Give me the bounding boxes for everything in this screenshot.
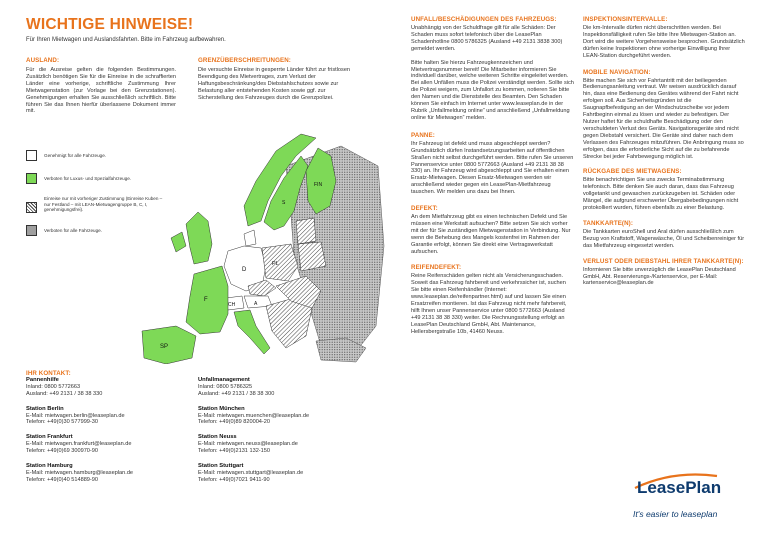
svg-text:LeasePlan: LeasePlan <box>637 478 722 496</box>
region-italy <box>234 310 270 354</box>
page-title: WICHTIGE HINWEISE! <box>26 16 194 33</box>
map-label-fin: FIN <box>314 182 323 188</box>
contact-block: Station Hamburg E-Mail: mietwagen.hamburg@leaseplan.de Telefon: +49(0)40 514889-90 <box>26 463 196 484</box>
contact-block: Unfallmanagement Inland: 0800 5786325 Ausland: +49 2131 / 38 38 300 <box>198 377 275 397</box>
map-label-a: A <box>254 301 258 307</box>
reifen-heading: REIFENDEFEKT: <box>411 264 462 272</box>
column-3 <box>411 16 575 336</box>
grenz-text: Die versuchte Einreise in gesperrte Länder führt zur fristlosen Beendigung des Mietvertrages, zum Verlust der Haftungsbeschränkung/des Diebstahlschutzes sowie zur Belastung aller entstehenden Kosten sowie ggf. zur Sicherstellung des Fahrzeuges durch die Grenzpolizei. <box>198 67 351 101</box>
navigation-text: Bitte machen Sie sich vor Fahrtantritt mit der beiliegenden Bedienungsanleitung vertraut. Wir weisen ausdrücklich darauf hin, dass eine Bedienung des Gerätes während der Fahrt nicht erfolgen soll. Aus Sicherheitsgründen ist die Saugnapfbefestigung an der Windschutzscheibe vor jedem Fahrtbeginn einmal zu lösen und wieder zu befestigen. Der Nutzer haftet für die schuldhafte Beschädigung oder den verschuldeten Verlust des Geräts. Navigationsgeräte sind nicht gegen Diebstahl versichert. Die Geräte sind daher nach dem Verlassen des Fahrzeuges mitzuführen. Die Anbringung muss so erfolgen, dass die erforderliche Sicht auf die zu befahrende Strecke bei jeder Fahrbewegung möglich ist. <box>583 77 744 160</box>
panne-text: Ihr Fahrzeug ist defekt und muss abgeschleppt werden? Grundsätzlich dürfen Instandsetzungsarbeiten auf öffentlichen Straßen nicht selbst durchgeführt werden. Bitte rufen Sie unseren Pannenservice unter 0800 5772663 (Ausland +49 2131 38 38 330) an. Ihr Fahrzeug wird abgeschleppt und Sie erhalten einen Ersatz-Mietwagen. Diesen Ersatz-Mietwagen werden wir anschließend wieder gegen ein LeasePlan-Mietfahrzeug tauschen. Wir melden uns dazu bei Ihnen. <box>411 140 574 196</box>
email-link[interactable]: E-Mail: mietwagen.berlin@leaseplan.de <box>26 412 125 419</box>
contact-block: Station München E-Mail: mietwagen.muenchen@leaseplan.de Telefon: +49(0)89 820004-20 <box>198 406 368 427</box>
region-ireland <box>171 232 186 252</box>
grenz-heading: GRENZÜBERSCHREITUNGEN: <box>198 57 291 64</box>
defekt-heading: DEFEKT: <box>411 205 438 213</box>
unfall-heading: UNFALL/BESCHÄDIGUNGEN DES FAHRZEUGS: <box>411 16 557 23</box>
grenz-section <box>198 57 360 102</box>
page-subtitle: Für Ihren Mietwagen und Auslandsfahrten. Bitte im Fahrzeug aufbewahren. <box>26 37 226 43</box>
kontakt-heading: IHR KONTAKT: <box>26 370 71 377</box>
legend-swatch-hatch <box>26 202 37 213</box>
email-link[interactable]: E-Mail: mietwagen.stuttgart@leaseplan.de <box>198 469 304 476</box>
contact-block: Station Frankfurt E-Mail: mietwagen.frankfurt@leaseplan.de Telefon: +49(0)69 300970-90 <box>26 434 196 455</box>
map-label-sp: SP <box>160 344 169 350</box>
email-link[interactable]: E-Mail: mietwagen.neuss@leaseplan.de <box>198 441 298 448</box>
region-denmark <box>244 230 256 246</box>
region-baltics <box>296 218 316 244</box>
legend-item-forbidden: Verboten für alle Fahrzeuge. <box>26 225 164 236</box>
contact-block: Station Berlin E-Mail: mietwagen.berlin@leaseplan.de Telefon: +49(0)30 577999-30 <box>26 406 196 427</box>
region-uk <box>186 212 212 264</box>
kontakt-col2 <box>198 377 368 483</box>
contact-block: Station Stuttgart E-Mail: mietwagen.stuttgart@leaseplan.de Telefon: +49(0)7021 9411-90 <box>198 463 368 484</box>
region-spain <box>142 326 196 364</box>
legend-swatch-dots <box>26 225 37 236</box>
legend-item-approval: Einreise nur mit vorheriger Zustimmung (Einreise Kuben – nur Festland – mit LEAN-Mietwagengruppe B, C, I, genehmigungsfrei). <box>26 196 164 213</box>
map-label-pl: PL <box>272 261 279 267</box>
ausland-text: Für die Ausreise gelten die folgenden Bestimmungen. Zusätzlich benötigen Sie für die Einreise in die schraffierten Länder eine vorherige, schriftliche Zustimmung Ihrer Mietwagenstation (zur Vorlage bei den Grenzstationen). Genehmigungen erhalten Sie ausschließlich schriftlich. Bitte führen Sie das Ihnen hierfür überlassene Dokument immer mit. <box>26 67 176 115</box>
leaseplan-logo-mark <box>633 466 751 496</box>
tankkarte-heading: TANKKARTE(N): <box>583 219 633 227</box>
legend-item-allowed: Genehmigt für alle Fahrzeuge. <box>26 150 164 161</box>
contact-block: Station Neuss E-Mail: mietwagen.neuss@leaseplan.de Telefon: +49(0)2131 132-150 <box>198 434 368 455</box>
navigation-heading: MOBILE NAVIGATION: <box>583 68 651 76</box>
map-label-d: D <box>242 267 247 273</box>
column-4 <box>583 16 745 287</box>
panne-heading: PANNE: <box>411 131 435 139</box>
email-link[interactable]: E-Mail: mietwagen.frankfurt@leaseplan.de <box>26 441 132 448</box>
unfall-text-2: Bitte halten Sie hierzu Fahrzeugkennzeichen und Mietvertragsnummer bereit! Die Mitarbeiter informieren Sie individuell darüber, welche weiteren Schritte eingeleitet werden. Bei allen Unfällen muss die Polizei verständigt werden. Sollte sich die Polizei weigern, zum Unfallort zu kommen, notieren Sie bitte den Namen und die Dienststelle des Beamten. Den Schaden können Sie einfach im Internet unter www.leaseplan.de in der Rubrik „Unfallmeldung online“ und anschließend „Unfallmeldung online für Mietwagen“ melden. <box>411 59 574 121</box>
map-label-f: F <box>204 297 208 303</box>
ausland-section <box>26 57 176 115</box>
tankkarte-text: Die Tankkarten euroShell und Aral dürfen ausschließlich zum Bezug von Kraftstoff, Wagenwäsche, Öl und Scheibenreiniger für das Mietfahrzeug eingesetzt werden. <box>583 228 745 249</box>
europe-map <box>116 126 386 364</box>
legend-item-luxury: Verboten für Luxus- und Spezialfahrzeuge. <box>26 173 164 184</box>
legend-swatch-green <box>26 173 37 184</box>
ausland-heading: AUSLAND: <box>26 57 60 64</box>
verlust-text: Informieren Sie bitte unverzüglich die LeasePlan Deutschland GmbH, Abt. Reservierungs-/Kartenservice, per E-Mail: kartenservice@leaseplan.de <box>583 266 736 287</box>
leaseplan-logo <box>633 466 753 519</box>
rueckgabe-text: Bitte benachrichtigen Sie uns zwecks Terminabstimmung telefonisch. Bitte denken Sie auch daran, dass das Fahrzeug vollgetankt und gewaschen zurückzugeben ist. Schäden oder Mängel, die aufgrund erschwerter Übergabebedingungen nicht protokolliert wurden, führen ebenfalls zu einer Belastung. <box>583 177 739 212</box>
contact-block: Pannenhilfe Inland: 0800 5772663 Ausland: +49 2131 / 38 38 330 <box>26 377 103 397</box>
kontakt-col1 <box>26 377 196 483</box>
map-label-s: S <box>282 200 286 206</box>
legend-swatch-white <box>26 150 37 161</box>
logo-tagline: It's easier to leaseplan <box>633 509 718 519</box>
rueckgabe-heading: RÜCKGABE DES MIETWAGENS: <box>583 168 682 176</box>
unfall-text-1: Unabhängig von der Schuldfrage gilt für alle Schäden: Der Schaden muss sofort telefonisch über die LeasePlan Schadenhotline 0800 5786325 (Ausland +49 2131 3838 300) gemeldet werden. <box>411 25 563 52</box>
inspektion-heading: INSPEKTIONSINTERVALLE: <box>583 16 668 23</box>
reifen-text: Reine Reifenschäden gelten nicht als Versicherungsschaden. Soweit das Fahrzeug fahrbereit und verkehrssicher ist, suchen Sie bitte einen Reifenhändler (Internet: www.leaseplan.de/reifenpartner.html) auf und lassen Sie einen Ersatzreifen montieren. Ist das Fahrzeug nicht mehr fahrbereit, hilft Ihnen unser Pannenservice unter 0800 5772663 (Ausland +49 2131 38 38 330) weiter. Die Rechnungsstellung erfolgt an LeasePlan Deutschland GmbH, Abt. Maintenance, Hellersbergstraße 10b, 41460 Neuss. <box>411 273 567 335</box>
email-link[interactable]: E-Mail: mietwagen.muenchen@leaseplan.de <box>198 412 310 419</box>
map-label-ch: CH <box>228 302 236 308</box>
verlust-heading: VERLUST ODER DIEBSTAHL IHRER TANKKARTE(N): <box>583 257 744 265</box>
email-link[interactable]: E-Mail: mietwagen.hamburg@leaseplan.de <box>26 469 134 476</box>
defekt-text: An dem Mietfahrzeug gibt es einen technischen Defekt und Sie müssen eine Werkstatt aufsuchen? Bitte setzen Sie sich vorher mit der für Sie zuständigen Mietwagenstation in Verbindung. Nur wenn die Behebung des Mangels kostenfrei im Rahmen der Garantie erfolgt, können Sie direkt eine Vertragswerkstatt aufsuchen. <box>411 214 571 255</box>
inspektion-text: Die km-Intervalle dürfen nicht überschritten werden. Bei Inspektionsfälligkeit rufen Sie bitte Ihre Mietwagen-Station an. Dort wird die weitere Vorgehensweise besprochen. Grundsätzlich dürfen keine Inspektionen ohne vorherige Einwilligung Ihrer LEAN-Station durchgeführt werden. <box>583 25 745 59</box>
region-poland <box>262 244 298 281</box>
region-belarus <box>298 242 326 271</box>
